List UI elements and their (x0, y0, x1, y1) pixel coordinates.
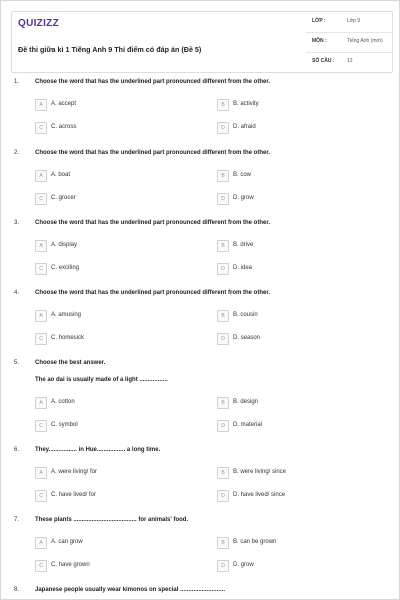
option-text: C. symbol (51, 422, 78, 428)
option-letter: B (217, 397, 229, 409)
option-text: D. season (233, 335, 261, 341)
option-letter: D (217, 490, 229, 502)
option-text: A. were living/ for (51, 469, 98, 475)
question-text: They................. in Hue................. a long time. (35, 447, 161, 453)
option-letter: B (217, 467, 229, 479)
option-letter: C (35, 122, 47, 134)
option-text: B. were living/ since (233, 469, 287, 475)
question-number: 3. (14, 220, 20, 226)
meta-row-class (306, 12, 392, 33)
option-letter: B (217, 99, 229, 111)
question-number: 2. (14, 150, 20, 156)
option-text: B. cousin (233, 312, 258, 318)
option-letter: B (217, 310, 229, 322)
option-text: A. can grow (51, 539, 83, 545)
option-text: B. design (233, 399, 259, 405)
question-text: Choose the word that has the underlined part pronounced different from the other. (35, 150, 271, 156)
option-letter: C (35, 560, 47, 572)
option-letter: D (217, 122, 229, 134)
question-number: 5. (14, 360, 20, 366)
meta-value: Lớp 9 (347, 18, 361, 24)
worksheet-title: Đề thi giữa kì 1 Tiếng Anh 9 Thí điểm có đáp án (Đề 5) (18, 45, 202, 54)
option-letter: D (217, 560, 229, 572)
option-text: A. amusing (51, 312, 82, 318)
option-text: C. exciting (51, 265, 80, 271)
option-text: A. display (51, 242, 78, 248)
question-text: Japanese people usually wear kimonos on special ........................... (35, 587, 226, 593)
option-letter: C (35, 193, 47, 205)
question-subtext: The ao dai is usually made of a light ................. (35, 377, 168, 383)
meta-value: Tiếng Anh (mới) (347, 38, 383, 44)
option-text: D. have lived/ since (233, 492, 286, 498)
option-text: A. cotton (51, 399, 75, 405)
option-letter: C (35, 333, 47, 345)
question-text: Choose the word that has the underlined part pronounced different from the other. (35, 220, 271, 226)
question-text: These plants ...................................... for animals' food. (35, 517, 189, 523)
option-text: D. afraid (233, 124, 256, 130)
question-text: Choose the word that has the underlined part pronounced different from the other. (35, 79, 271, 85)
option-letter: A (35, 99, 47, 111)
option-text: D. idea (233, 265, 253, 271)
question-text: Choose the best answer. (35, 360, 106, 366)
option-letter: C (35, 420, 47, 432)
worksheet-header (11, 11, 393, 73)
question-number: 7. (14, 517, 20, 523)
option-text: B. drive (233, 242, 254, 248)
option-letter: A (35, 170, 47, 182)
meta-label: LỚP : (312, 18, 326, 24)
option-text: C. have grown (51, 562, 90, 568)
option-letter: D (217, 420, 229, 432)
quizizz-logo: QUIZIZZ (18, 18, 59, 29)
option-letter: D (217, 263, 229, 275)
option-text: A. boat (51, 172, 71, 178)
meta-label: SỐ CÂU : (312, 58, 335, 64)
option-letter: D (217, 333, 229, 345)
option-text: C. have lived/ for (51, 492, 97, 498)
option-letter: A (35, 467, 47, 479)
option-letter: B (217, 537, 229, 549)
option-text: C. grocer (51, 195, 76, 201)
option-text: A. accept (51, 101, 77, 107)
option-text: B. cow (233, 172, 252, 178)
question-number: 8. (14, 587, 20, 593)
option-text: C. across (51, 124, 77, 130)
question-number: 1. (14, 79, 20, 85)
question-number: 6. (14, 447, 20, 453)
option-text: B. activity (233, 101, 259, 107)
option-text: D. grow (233, 195, 254, 201)
option-text: D. grow (233, 562, 254, 568)
meta-label: MÔN : (312, 38, 327, 44)
option-letter: B (217, 170, 229, 182)
option-letter: D (217, 193, 229, 205)
option-text: D. material (233, 422, 263, 428)
option-text: B. can be grown (233, 539, 277, 545)
option-letter: A (35, 397, 47, 409)
option-letter: C (35, 490, 47, 502)
meta-row-count (306, 52, 392, 72)
option-letter: C (35, 263, 47, 275)
option-letter: B (217, 240, 229, 252)
meta-row-subject (306, 32, 392, 53)
option-letter: A (35, 310, 47, 322)
meta-table (306, 12, 392, 72)
option-letter: A (35, 240, 47, 252)
meta-value: 12 (347, 58, 353, 64)
question-text: Choose the word that has the underlined part pronounced different from the other. (35, 290, 271, 296)
option-text: C. homesick (51, 335, 85, 341)
option-letter: A (35, 537, 47, 549)
question-number: 4. (14, 290, 20, 296)
